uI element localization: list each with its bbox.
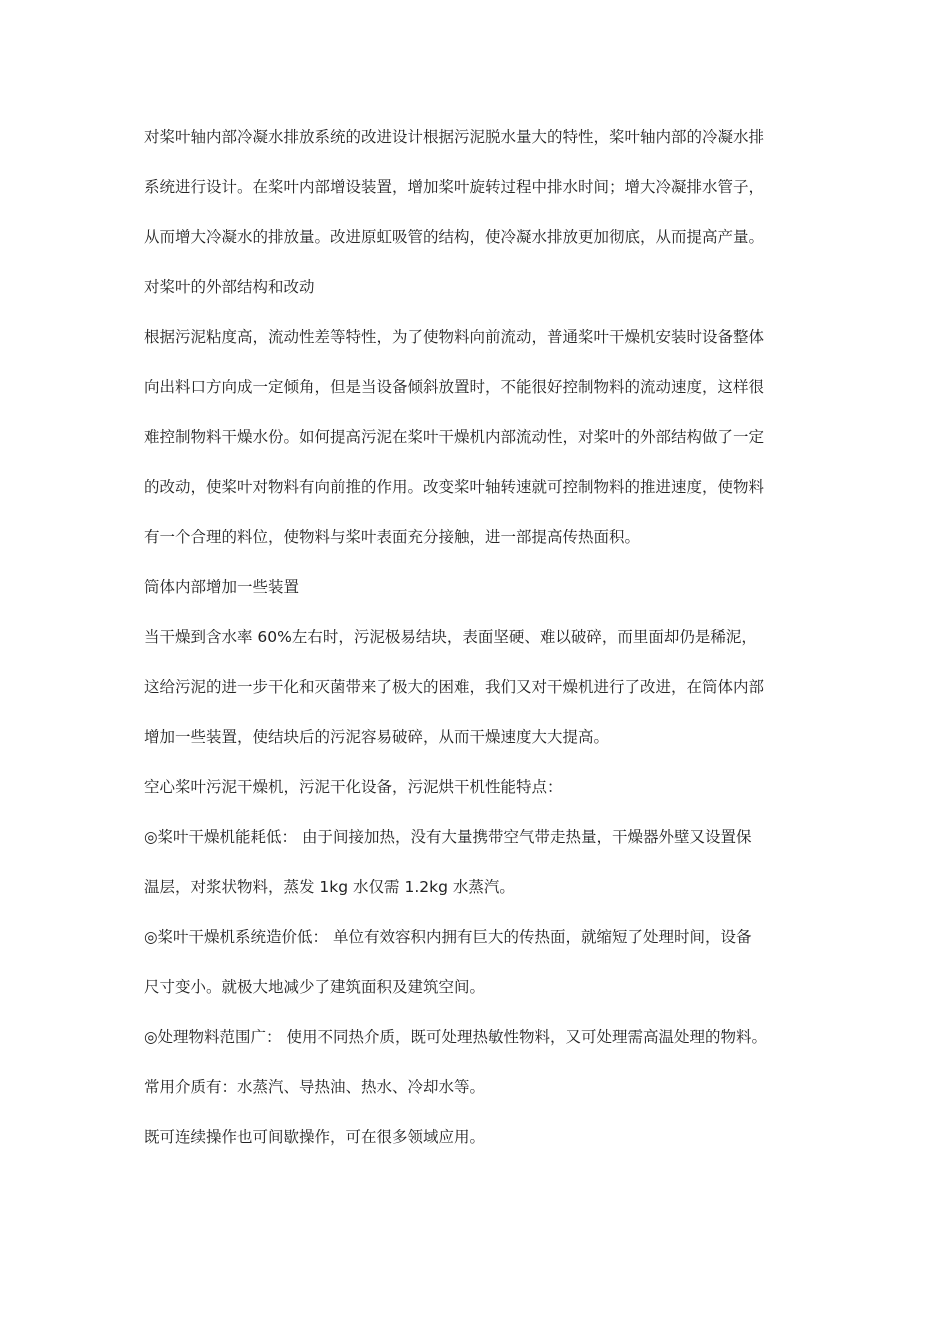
section-heading: 筒体内部增加一些装置: [144, 578, 300, 596]
feature-line: ◎桨叶干燥机能耗低： 由于间接加热，没有大量携带空气带走热量，干燥器外壁又设置保: [144, 828, 752, 846]
text-line: 有一个合理的料位，使物料与桨叶表面充分接触，进一部提高传热面积。: [144, 528, 641, 546]
text-line: 增加一些装置，使结块后的污泥容易破碎，从而干燥速度大大提高。: [144, 728, 610, 746]
text-line: 常用介质有：水蒸汽、导热油、热水、冷却水等。: [144, 1078, 486, 1096]
text-line: 温层，对浆状物料，蒸发 1kg 水仅需 1.2kg 水蒸汽。: [144, 878, 515, 896]
text-line: 这给污泥的进一步干化和灭菌带来了极大的困难，我们又对干燥机进行了改进，在筒体内部: [144, 678, 765, 696]
text-line: 当干燥到含水率 60%左右时，污泥极易结块，表面坚硬、难以破碎，而里面却仍是稀泥，: [144, 628, 757, 646]
section-heading: 空心桨叶污泥干燥机，污泥干化设备，污泥烘干机性能特点：: [144, 778, 563, 796]
feature-line: ◎桨叶干燥机系统造价低： 单位有效容积内拥有巨大的传热面，就缩短了处理时间，设备: [144, 928, 752, 946]
section-heading: 对桨叶的外部结构和改动: [144, 278, 315, 296]
text-line: 既可连续操作也可间歇操作，可在很多领域应用。: [144, 1128, 486, 1146]
text-line: 向出料口方向成一定倾角，但是当设备倾斜放置时，不能很好控制物料的流动速度，这样很: [144, 378, 765, 396]
text-line: 系统进行设计。在桨叶内部增设装置，增加桨叶旋转过程中排水时间；增大冷凝排水管子，: [144, 178, 765, 196]
text-line: 的改动，使桨叶对物料有向前推的作用。改变桨叶轴转速就可控制物料的推进速度，使物料: [144, 478, 765, 496]
text-line: 对桨叶轴内部冷凝水排放系统的改进设计根据污泥脱水量大的特性，桨叶轴内部的冷凝水排: [144, 128, 765, 146]
text-line: 从而增大冷凝水的排放量。改进原虹吸管的结构，使冷凝水排放更加彻底，从而提高产量。: [144, 228, 765, 246]
text-line: 根据污泥粘度高，流动性差等特性，为了使物料向前流动，普通桨叶干燥机安装时设备整体: [144, 328, 765, 346]
text-line: 尺寸变小。就极大地减少了建筑面积及建筑空间。: [144, 978, 486, 996]
feature-line: ◎处理物料范围广： 使用不同热介质，既可处理热敏性物料，又可处理需高温处理的物料。: [144, 1028, 767, 1046]
text-line: 难控制物料干燥水份。如何提高污泥在桨叶干燥机内部流动性，对桨叶的外部结构做了一定: [144, 428, 765, 446]
